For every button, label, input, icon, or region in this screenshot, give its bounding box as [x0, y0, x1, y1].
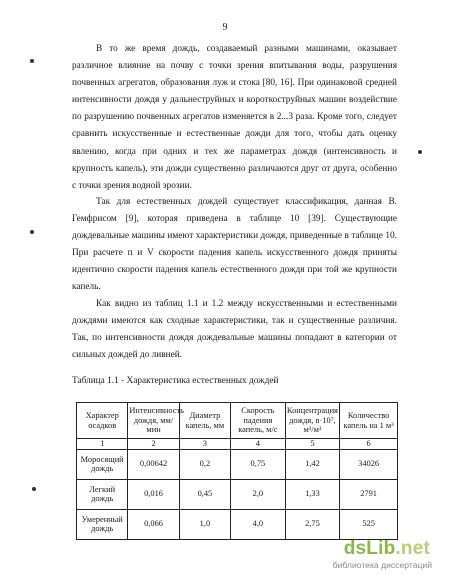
rain-characteristics-table [76, 402, 398, 540]
table-row [77, 449, 398, 479]
header-cell: Интенсивность дождя, мм/мин [128, 403, 179, 439]
table-cell: Умеренный дождь [77, 509, 128, 539]
table-cell: 0,00642 [128, 449, 179, 479]
table-header-row [77, 403, 398, 439]
header-cell: Количество капель на 1 м³ [340, 403, 398, 439]
table-cell: 1,42 [285, 449, 340, 479]
table-cell: 1,33 [285, 479, 340, 509]
column-number-cell: 4 [231, 439, 286, 450]
column-number-cell: 1 [77, 439, 128, 450]
table-row [77, 509, 398, 539]
paragraph-1: В то же время дождь, создаваемый разными машинами, оказывает различное влияние на почву с точки зрения впитывания воды, разрушения почвенных агрегатов, образования луж и стока [80, 16]. При одинаковой средней интенсивности дождя у дальнеструйных и короткоструйных машин воздействие по разрушению почвенных агрегатов изменяется в 2...3 раза. Кроме того, следует сравнить искусственные и естественные дожди для того, чтобы дать оценку явлению, когда при одних и тех же параметрах дождя (интенсивность и крупность капель), эти дожди существенно различаются друг от друга, особенно с точки зрения водной эрозии. [72, 44, 397, 191]
header-cell: Концентрация дождя, n·10⁷, м³/м³ [285, 403, 340, 439]
page-number: 9 [222, 22, 228, 33]
watermark-logo: dsLib.net [343, 538, 430, 559]
table-cell: 2,0 [231, 479, 286, 509]
watermark [296, 538, 436, 574]
header-cell: Скорость падения капель, м/с [231, 403, 286, 439]
scan-mark-dot [418, 150, 422, 154]
table-cell: 4,0 [231, 509, 286, 539]
table-cell: 1,0 [179, 509, 230, 539]
scan-mark-dot [30, 230, 34, 234]
scan-mark-dot [32, 487, 36, 491]
column-number-cell: 6 [340, 439, 398, 450]
column-number-row [77, 439, 398, 450]
table-cell: 2,75 [285, 509, 340, 539]
paragraph-3: Как видно из таблиц 1.1 и 1.2 между искусственными и естественными дождями имеются как сходные характеристики, так и существенные различия. Так, по интенсивности дождя дождевальные машины попадают в категории от сильных дождей до ливней. [72, 299, 397, 361]
table-cell: 0,45 [179, 479, 230, 509]
table-cell: 0,066 [128, 509, 179, 539]
header-cell: Характер осадков [77, 403, 128, 439]
column-number-cell: 3 [179, 439, 230, 450]
watermark-subtitle: библиотека диссертаций [332, 560, 432, 570]
table-cell: 0,75 [231, 449, 286, 479]
table-cell: Моросящий дождь [77, 449, 128, 479]
header-cell: Диаметр капель, мм [179, 403, 230, 439]
table-cell: 0,2 [179, 449, 230, 479]
table-cell: 525 [340, 509, 398, 539]
table-cell: 0,016 [128, 479, 179, 509]
table-cell: 2791 [340, 479, 398, 509]
table-caption: Таблица 1.1 - Характеристика естественных дождей [72, 376, 279, 386]
column-number-cell: 5 [285, 439, 340, 450]
paragraph-2: Так для естественных дождей существует классификация, данная В. Гемфрисом [9], которая приведена в таблице 10 [39]. Существующие дождевальные машины имеют характеристики дождя, приведенные в таблице 10. При расчете п и V скорости падения капель искусственного дождя приняты идентично скорости падения капель естественного дождя при той же крупности капель. [72, 197, 397, 293]
table-row [77, 479, 398, 509]
column-number-cell: 2 [128, 439, 179, 450]
table-cell: Легкий дождь [77, 479, 128, 509]
scan-mark-dot [30, 59, 34, 63]
table-cell: 34026 [340, 449, 398, 479]
